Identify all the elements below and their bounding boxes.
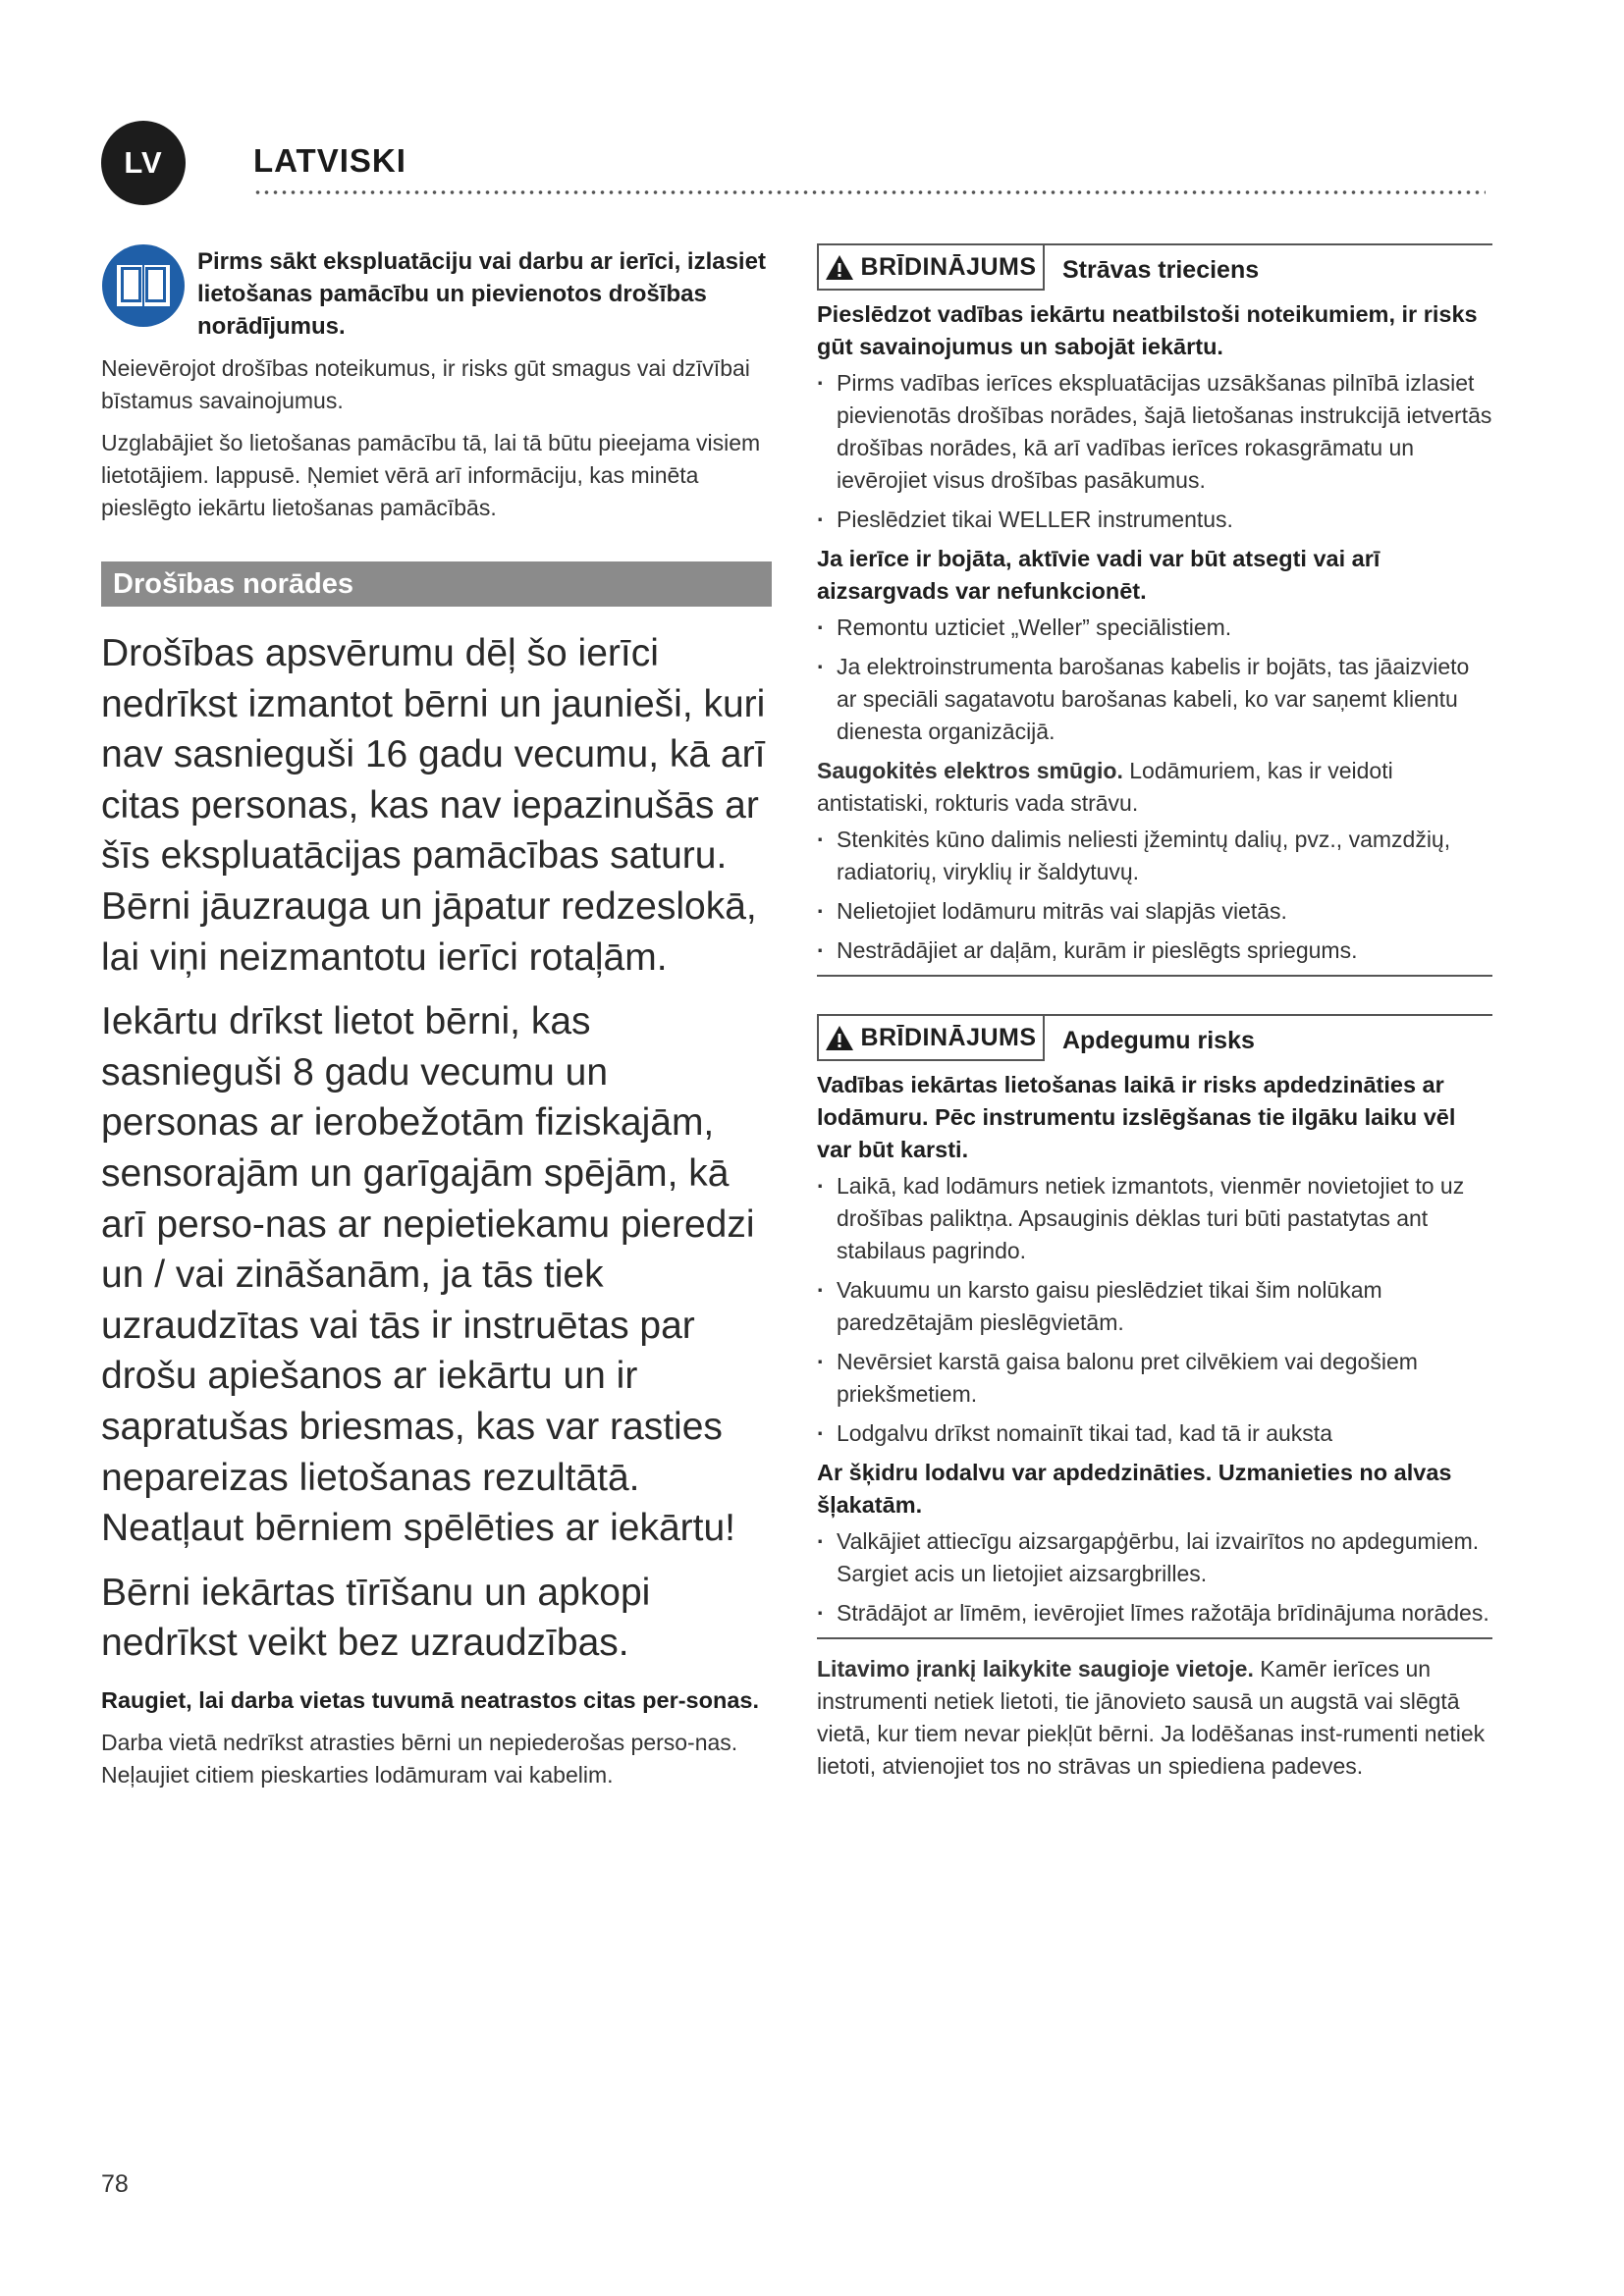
list-item: · Lodgalvu drīkst nomainīt tikai tad, kad tā ir auksta bbox=[817, 1417, 1492, 1450]
list-item: · Remontu uzticiet „Weller” speciālistiem. bbox=[817, 612, 1492, 644]
warning-label-box bbox=[817, 243, 1045, 291]
list-item: · Stenkitės kūno dalimis neliesti įžemintų dalių, pvz., vamzdžių, radiatorių, viryklių ir šaldytuvų. bbox=[817, 824, 1492, 888]
shock-bold: Saugokitės elektros smūgio. bbox=[817, 758, 1123, 783]
warning-intro: Vadības iekārtas lietošanas laikā ir risks apdedzināties ar lodāmuru. Pēc instrumentu izslēgšanas tie ilgāku laiku vēl var būt karsti. bbox=[817, 1072, 1456, 1162]
supervised-use-paragraph: Iekārtu drīkst lietot bērni, kas sasnieguši 8 gadu vecumu un personas ar ierobežotām fiziskajām, sensorajām un garīgajām spējām, kā arī perso-nas ar nepietiekamu pieredzi un / vai zināšanām, ja tās tiek uzraudzītas vai tās ir instruētas par drošu apiešanos ar iekārtu un ir sapratušas briesmas, kas var rasties nepareizas lietošanas rezultātā. Neatļaut bērniem spēlēties ar iekārtu! bbox=[101, 1000, 755, 1550]
storage-text: Kamēr ierīces un instrumenti netiek lietoti, tie jānovieto sausā un augstā vai slēgtā vietā, kur tiem nevar piekļūt bērni. Ja lodēšanas inst-rumenti netiek lietoti, atvienojiet tos no strāvas un spiediena padeves. bbox=[817, 1656, 1486, 1779]
bullet-list bbox=[817, 1170, 1492, 1450]
bullet-list bbox=[817, 1525, 1492, 1629]
manual-note: Pirms sākt ekspluatāciju vai darbu ar ierīci, izlasiet lietošanas pamācību un pievienotos drošības norādījumus. bbox=[197, 248, 766, 340]
book-icon bbox=[101, 243, 186, 328]
shock-paragraph bbox=[817, 755, 1492, 820]
storage-instructions-text: Uzglabājiet šo lietošanas pamācību tā, lai tā būtu pieejama visiem lietotājiem. lappusē. Ņemiet vērā arī informāciju, kas minēta pieslēgto iekārtu lietošanas pamācībās. bbox=[101, 430, 761, 520]
section-title: Drošības norādes bbox=[101, 561, 772, 607]
list-item: · Nevērsiet karstā gaisa balonu pret cilvēkiem vai degošiem priekšmetiem. bbox=[817, 1346, 1492, 1411]
warning-triangle-icon bbox=[825, 1025, 854, 1051]
damaged-device-note: Ja ierīce ir bojāta, aktīvie vadi var būt atsegti vai arī aizsargvads var nefunkcionēt. bbox=[817, 546, 1380, 604]
solder-splash-note: Ar šķidru lodalvu var apdedzināties. Uzmanieties no alvas šļakatām. bbox=[817, 1460, 1452, 1518]
warning-intro: Pieslēdzot vadības iekārtu neatbilstoši noteikumiem, ir risks gūt savainojumus un sabojāt iekārtu. bbox=[817, 301, 1478, 359]
children-safety-paragraph: Drošības apsvērumu dēļ šo ierīci nedrīkst izmantot bērni un jaunieši, kuri nav sasnieguši 16 gadu vecumu, kā arī citas personas, kas nav iepazinušās ar šīs ekspluatācijas pamācības saturu. Bērni jāuzrauga un jāpatur redzeslokā, lai viņi neizmantotu ierīci rotaļām. bbox=[101, 632, 766, 979]
list-item: · Valkājiet attiecīgu aizsargapģērbu, lai izvairītos no apdegumiem. Sargiet acis un lietojiet aizsargbrilles. bbox=[817, 1525, 1492, 1590]
list-item: · Laikā, kad lodāmurs netiek izmantots, vienmēr novietojiet to uz drošības paliktņa. Apsauginis dėklas turi būti pastatytas ant stabilaus pagrindo. bbox=[817, 1170, 1492, 1267]
warning-title: Strāvas trieciens bbox=[1062, 256, 1260, 284]
list-item: · Strādājot ar līmēm, ievērojiet līmes ražotāja brīdinājuma norādes. bbox=[817, 1597, 1492, 1629]
language-badge bbox=[101, 121, 186, 205]
list-item: · Nestrādājiet ar daļām, kurām ir pieslēgts spriegums. bbox=[817, 934, 1492, 967]
cleaning-paragraph: Bērni iekārtas tīrīšanu un apkopi nedrīkst veikt bez uzraudzības. bbox=[101, 1571, 651, 1665]
manual-notice bbox=[101, 243, 772, 343]
bullet-list bbox=[817, 367, 1492, 536]
warning-label-box bbox=[817, 1014, 1045, 1061]
divider bbox=[817, 1637, 1492, 1639]
warning-header-shock bbox=[817, 243, 1492, 294]
right-column bbox=[817, 243, 1492, 1783]
list-item: · Pirms vadības ierīces ekspluatācijas uzsākšanas pilnībā izlasiet pievienotās drošības norādes, šajā lietošanas instrukcijā ietvertās drošības norādes, kā arī vadības ierīces rokasgrāmatu un ievērojiet visus drošības pasākumus. bbox=[817, 367, 1492, 497]
bullet-list bbox=[817, 824, 1492, 967]
warning-label: BRĪDINĀJUMS bbox=[860, 1023, 1037, 1051]
workplace-note: Raugiet, lai darba vietas tuvumā neatrastos citas per-sonas. bbox=[101, 1686, 759, 1713]
language-title: LATVISKI bbox=[253, 142, 406, 179]
list-item: · Pieslēdziet tikai WELLER instrumentus. bbox=[817, 504, 1492, 536]
bullet-list bbox=[817, 612, 1492, 748]
workplace-text: Darba vietā nedrīkst atrasties bērni un nepiederošas perso-nas. Neļaujiet citiem pieskarties lodāmuram vai kabelim. bbox=[101, 1729, 738, 1788]
left-column bbox=[101, 243, 772, 1791]
warning-header-burn bbox=[817, 1014, 1492, 1065]
warning-title: Apdegumu risks bbox=[1062, 1027, 1255, 1054]
storage-bold: Litavimo įrankį laikykite saugioje vietoje. bbox=[817, 1656, 1254, 1682]
page-number: 78 bbox=[101, 2170, 129, 2198]
language-code: LV bbox=[124, 145, 163, 180]
warning-label: BRĪDINĀJUMS bbox=[860, 252, 1037, 281]
dotted-divider bbox=[253, 189, 1486, 195]
list-item: · Vakuumu un karsto gaisu pieslēdziet tikai šim nolūkam paredzētajām pieslēgvietām. bbox=[817, 1274, 1492, 1339]
risk-text: Neievērojot drošības noteikumus, ir risks gūt smagus vai dzīvībai bīstamus savainojumus. bbox=[101, 355, 750, 413]
list-item: · Ja elektroinstrumenta barošanas kabelis ir bojāts, tas jāaizvieto ar speciāli sagatavotu barošanas kabeli, ko var saņemt klientu dienesta organizācijā. bbox=[817, 651, 1492, 748]
warning-triangle-icon bbox=[825, 254, 854, 281]
list-item: · Nelietojiet lodāmuru mitrās vai slapjās vietās. bbox=[817, 895, 1492, 928]
storage-paragraph bbox=[817, 1653, 1492, 1783]
shock-text: Lodāmuriem, kas ir veidoti antistatiski, rokturis vada strāvu. bbox=[817, 758, 1393, 816]
